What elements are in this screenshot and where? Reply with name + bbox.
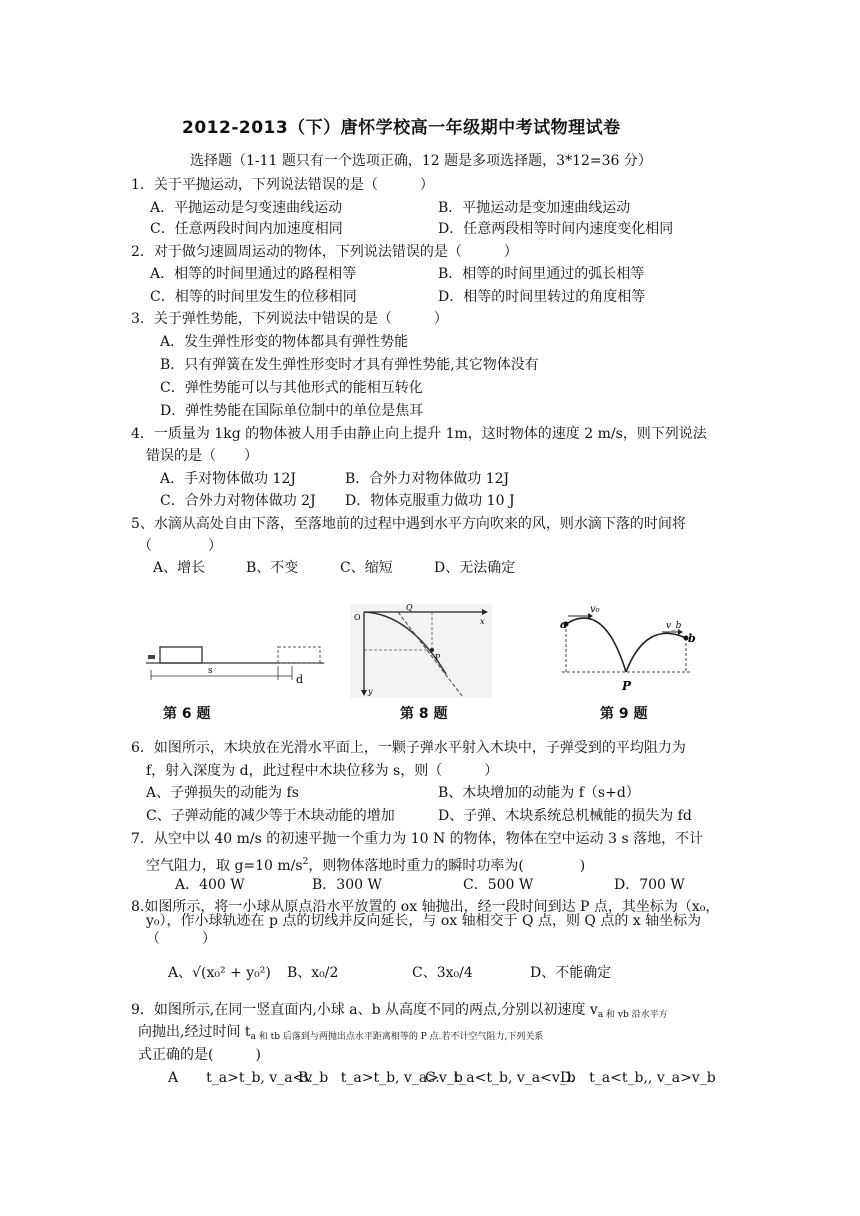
q7-stem-part2: ，则物体落地时重力的瞬时功率为( ) (308, 858, 586, 874)
q5-stem-line2: （ ） (138, 538, 222, 554)
q5-option-a: A、增长 (153, 560, 206, 576)
section-intro: 选择题（1-11 题只有一个选项正确，12 题是多项选择题，3*12=36 分） (190, 153, 652, 169)
figure-8-caption: 第 8 题 (400, 706, 448, 722)
q4-stem-line2: 错误的是（ ） (146, 448, 258, 464)
q8-stem-line2: y₀），作小球轨迹在 p 点的切线并反向延长，与 ox 轴相交于 Q 点，则 Q 点的 x 轴坐标为 (146, 913, 702, 929)
q2-option-d: D．相等的时间里转过的角度相等 (438, 289, 646, 305)
fig9-label-vb: v_b (666, 621, 682, 631)
q2-option-a: A．相等的时间里通过的路程相等 (150, 266, 357, 282)
q8-stem-line1: 8.如图所示，将一小球从原点沿水平放置的 ox 轴抛出，经一段时间到达 P 点，其坐标为（x₀， (131, 899, 720, 915)
q2-option-b: B．相等的时间里通过的弧长相等 (438, 266, 645, 282)
q7-option-c: C．500 W (463, 877, 534, 893)
q6-option-d: D、子弹、木块系统总机械能的损失为 fd (438, 808, 692, 824)
q1-option-b: B．平抛运动是变加速曲线运动 (438, 200, 631, 216)
figure-8-diagram (350, 604, 492, 698)
q3-option-c: C．弹性势能可以与其他形式的能相互转化 (160, 380, 423, 396)
q9-option-a: A t_a>t_b, v_a<v_b (168, 1070, 329, 1086)
q8-option-b: B、x₀/2 (287, 965, 339, 981)
q9-option-d: D. t_a<t_b,, v_a>v_b (560, 1070, 716, 1086)
exam-title: 2012-2013（下）唐怀学校高一年级期中考试物理试卷 (182, 118, 621, 138)
q6-stem-line1: 6．如图所示，木块放在光滑水平面上，一颗子弹水平射入木块中，子弹受到的平均阻力为 (131, 740, 686, 756)
q9-stem-line3: 式正确的是( ) (138, 1047, 261, 1063)
q4-option-d: D．物体克服重力做功 10 J (345, 493, 515, 509)
q1-option-a: A．平抛运动是匀变速曲线运动 (150, 200, 343, 216)
q9-stem-part5: a 和 t (250, 1032, 275, 1042)
q9-option-c: C. t_a<t_b, v_a<v_b (425, 1070, 576, 1086)
q8-option-c: C、3x₀/4 (412, 965, 473, 981)
figure-9-caption: 第 9 题 (600, 706, 648, 722)
fig9-label-b: b (688, 632, 696, 645)
q7-stem-line2 (146, 852, 585, 876)
q6-option-a: A、子弹损失的动能为 fs (146, 785, 299, 801)
q9-stem-part6: b 后落到与两抛出点水平距离相等的 P 点.若不计空气阻力,下列关系 (274, 1032, 544, 1042)
q9-stem-line2 (138, 1022, 543, 1047)
fig9-label-p: P (622, 679, 632, 693)
q7-stem-line1: 7．从空中以 40 m/s 的初速平抛一个重力为 10 N 的物体，物体在空中运动 3 s 落地，不计 (131, 831, 704, 847)
q9-stem-part3: b 沿水平方 (623, 1010, 668, 1020)
q3-stem: 3．关于弹性势能，下列说法中错误的是（ ） (131, 311, 448, 327)
q3-option-d: D．弹性势能在国际单位制中的单位是焦耳 (160, 403, 424, 419)
q9-stem-part2: a 和 v (597, 1010, 624, 1020)
q6-stem-line2: f，射入深度为 d，此过程中木块位移为 s，则（ ） (146, 763, 499, 779)
q7-option-b: B．300 W (312, 877, 382, 893)
q9-option-b: B. t_a>t_b, v_a>v_b (298, 1070, 463, 1086)
q6-option-c: C、子弹动能的减少等于木块动能的增加 (146, 808, 395, 824)
figure-6-caption: 第 6 题 (163, 706, 211, 722)
q9-stem-part1: 9．如图所示,在同一竖直面内,小球 a、b 从高度不同的两点,分别以初速度 v (131, 1002, 598, 1018)
q4-option-c: C．合外力对物体做功 2J (160, 493, 316, 509)
q5-option-b: B、不变 (246, 560, 299, 576)
q1-option-c: C．任意两段时间内加速度相同 (150, 221, 343, 237)
q4-option-a: A．手对物体做功 12J (160, 471, 296, 487)
q9-stem-part4: 向抛出,经过时间 t (138, 1024, 251, 1040)
figure-6-diagram (146, 636, 326, 686)
fig9-label-va: v₀ (590, 604, 600, 615)
fig6-label-s: s (208, 666, 213, 676)
fig6-label-d: d (296, 673, 304, 686)
fig8-label-q: Q (406, 604, 413, 612)
fig8-label-o: O (354, 613, 361, 622)
q7-stem-part1: 空气阻力，取 g=10 m/s (146, 858, 303, 874)
q2-option-c: C．相等的时间里发生的位移相同 (150, 289, 357, 305)
figure-9-diagram (560, 604, 700, 696)
q4-option-b: B．合外力对物体做功 12J (345, 471, 510, 487)
q8-stem-line3: （ ） (146, 931, 216, 947)
q1-stem: 1．关于平抛运动，下列说法错误的是（ ） (131, 177, 434, 193)
q5-option-d: D、无法确定 (434, 560, 516, 576)
q7-option-d: D．700 W (614, 877, 685, 893)
q8-option-a: A、√(x₀² + y₀²) (168, 965, 271, 981)
q3-option-b: B．只有弹簧在发生弹性形变时才具有弹性势能,其它物体没有 (160, 357, 539, 373)
q3-option-a: A．发生弹性形变的物体都具有弹性势能 (160, 334, 409, 350)
q5-option-c: C、缩短 (340, 560, 393, 576)
q4-stem-line1: 4．一质量为 1kg 的物体被人用手由静止向上提升 1m，这时物体的速度 2 m/s，则下列说法 (131, 426, 707, 442)
q5-stem-line1: 5、水滴从高处自由下落，至落地前的过程中遇到水平方向吹来的风，则水滴下落的时间将 (131, 516, 686, 532)
q8-option-d: D、不能确定 (530, 965, 612, 981)
q6-option-b: B、木块增加的动能为 f（s+d） (438, 785, 640, 801)
fig8-label-x: x (480, 617, 485, 626)
fig8-label-p: P (435, 653, 441, 662)
fig9-label-a: a (560, 618, 568, 631)
q2-stem: 2．对于做匀速圆周运动的物体，下列说法错误的是（ ） (131, 244, 518, 260)
q7-option-a: A．400 W (175, 877, 245, 893)
q1-option-d: D．任意两段相等时间内速度变化相同 (438, 221, 674, 237)
q7-superscript: 2 (302, 857, 309, 867)
fig8-label-y: y (368, 687, 373, 696)
